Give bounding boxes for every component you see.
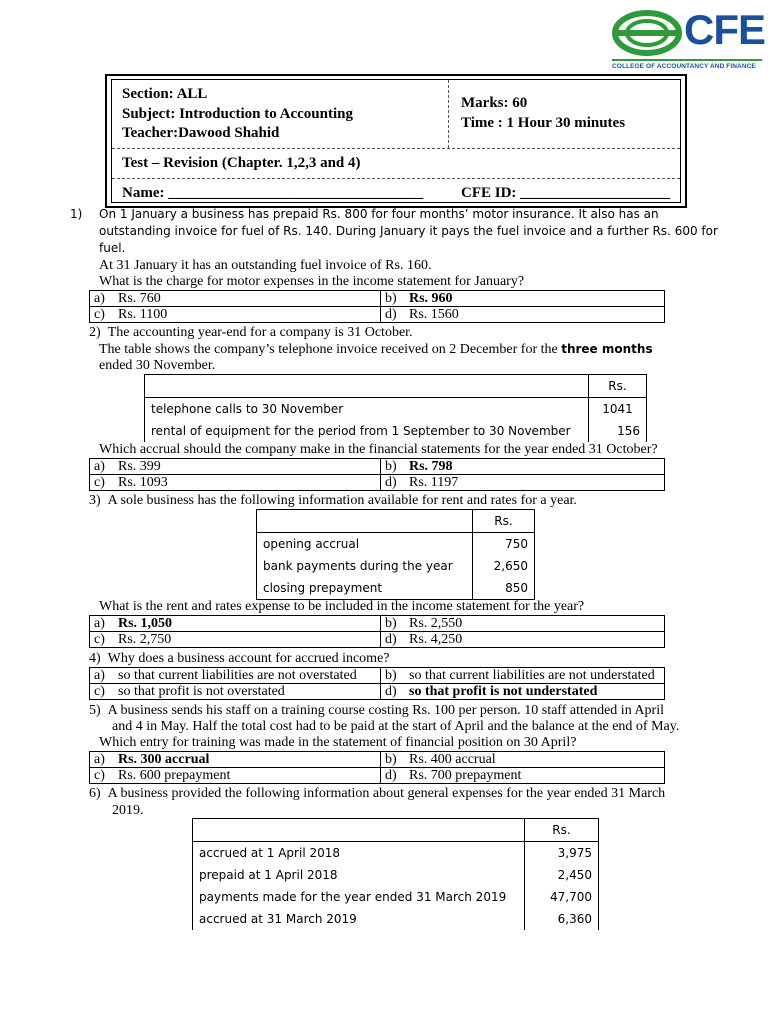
- q4-options: [89, 667, 665, 700]
- q2-question: Which accrual should the company make in the financial statements for the year ended 31 October?: [99, 442, 658, 457]
- table-row: accrued at 31 March 2019 6,360: [193, 908, 599, 930]
- q6-text-line: 6) A business provided the following information about general expenses for the year ended 31 March: [89, 786, 666, 801]
- q5-text-line: 5) A business sends his staff on a training course costing Rs. 100 per person. 10 staff attended in April: [89, 703, 664, 718]
- name-field[interactable]: Name: __________________________________: [122, 185, 424, 201]
- q1-option-c[interactable]: c) Rs. 1100: [90, 307, 381, 323]
- q4-option-a[interactable]: a) so that current liabilities are not overstated: [90, 668, 381, 684]
- q3-option-d[interactable]: d) Rs. 4,250: [381, 632, 665, 648]
- q2-option-c[interactable]: c) Rs. 1093: [90, 475, 381, 491]
- q2-option-d[interactable]: d) Rs. 1197: [381, 475, 665, 491]
- table-row: payments made for the year ended 31 March 2019 47,700: [193, 886, 599, 908]
- section-label: Section: ALL: [122, 86, 208, 102]
- q5-option-d[interactable]: d) Rs. 700 prepayment: [381, 768, 665, 784]
- table-row: rental of equipment for the period from 1 September to 30 November 156: [145, 420, 647, 442]
- q4-option-c[interactable]: c) so that profit is not overstated: [90, 684, 381, 700]
- q1-question: What is the charge for motor expenses in the income statement for January?: [99, 274, 525, 289]
- q2-options: [89, 458, 665, 491]
- cfe-id-field[interactable]: CFE ID: ____________________: [461, 185, 671, 201]
- table-header: Rs.: [589, 375, 647, 398]
- q5-text-line: and 4 in May. Half the total cost had to be paid at the start of April and the balance at the end of May.: [112, 719, 680, 734]
- cfe-logo: [612, 6, 765, 72]
- q3-option-a[interactable]: a) Rs. 1,050: [90, 616, 381, 632]
- table-row: telephone calls to 30 November 1041: [145, 398, 647, 421]
- table-row: prepaid at 1 April 2018 2,450: [193, 864, 599, 886]
- subject-label: Subject: Introduction to Accounting: [122, 106, 353, 122]
- q1-text-line: On 1 January a business has prepaid Rs. 800 for four months’ motor insurance. It also has an: [99, 207, 659, 221]
- q2-text-line: The table shows the company’s telephone invoice received on 2 December for the three months: [99, 342, 653, 357]
- q6-table: [192, 818, 599, 930]
- q6-text-line: 2019.: [112, 803, 144, 818]
- marks-label: Marks: 60: [461, 95, 528, 111]
- table-header: Rs.: [525, 819, 599, 842]
- q5-options: [89, 751, 665, 784]
- q3-option-c[interactable]: c) Rs. 2,750: [90, 632, 381, 648]
- q3-options: [89, 615, 665, 648]
- table-row: bank payments during the year 2,650: [257, 555, 535, 577]
- q5-question: Which entry for training was made in the statement of financial position on 30 April?: [99, 735, 577, 750]
- q1-text-line: outstanding invoice for fuel of Rs. 140. During January it pays the fuel invoice and a further Rs. 600 for: [99, 224, 718, 238]
- q2-text-line: ended 30 November.: [99, 358, 216, 373]
- q3-text-line: 3) A sole business has the following information available for rent and rates for a year.: [89, 493, 577, 508]
- table-row: accrued at 1 April 2018 3,975: [193, 842, 599, 865]
- logo-tagline: COLLEGE OF ACCOUNTANCY AND FINANCE: [612, 59, 762, 70]
- table-header: Rs.: [473, 510, 535, 533]
- time-label: Time : 1 Hour 30 minutes: [461, 115, 626, 131]
- q4-option-d[interactable]: d) so that profit is not understated: [381, 684, 665, 700]
- q2-option-a[interactable]: a) Rs. 399: [90, 459, 381, 475]
- q4-question: 4) Why does a business account for accrued income?: [89, 651, 390, 666]
- q2-table: [144, 374, 647, 442]
- q1-option-b[interactable]: b) Rs. 960: [381, 291, 665, 307]
- table-row: opening accrual 750: [257, 533, 535, 556]
- q3-table: [256, 509, 535, 600]
- test-title: Test – Revision (Chapter. 1,2,3 and 4): [122, 155, 361, 171]
- q2-text-line: 2) The accounting year-end for a company is 31 October.: [89, 325, 413, 340]
- test-header: [105, 74, 687, 208]
- q1-option-a[interactable]: a) Rs. 760: [90, 291, 381, 307]
- q1-options: [89, 290, 665, 323]
- logo-wordmark: CFE: [684, 6, 765, 53]
- table-row: closing prepayment 850: [257, 577, 535, 600]
- q2-option-b[interactable]: b) Rs. 798: [381, 459, 665, 475]
- q4-option-b[interactable]: b) so that current liabilities are not understated: [381, 668, 665, 684]
- q1-number: 1): [70, 207, 83, 221]
- q3-question: What is the rent and rates expense to be included in the income statement for the year?: [99, 599, 585, 614]
- q1-option-d[interactable]: d) Rs. 1560: [381, 307, 665, 323]
- q3-option-b[interactable]: b) Rs. 2,550: [381, 616, 665, 632]
- q5-option-a[interactable]: a) Rs. 300 accrual: [90, 752, 381, 768]
- q1-text-line: At 31 January it has an outstanding fuel invoice of Rs. 160.: [99, 258, 432, 273]
- cfe-logo-icon: [612, 10, 682, 56]
- q5-option-b[interactable]: b) Rs. 400 accrual: [381, 752, 665, 768]
- teacher-label: Teacher:Dawood Shahid: [122, 125, 280, 141]
- q1-text-line: fuel.: [99, 241, 126, 255]
- q5-option-c[interactable]: c) Rs. 600 prepayment: [90, 768, 381, 784]
